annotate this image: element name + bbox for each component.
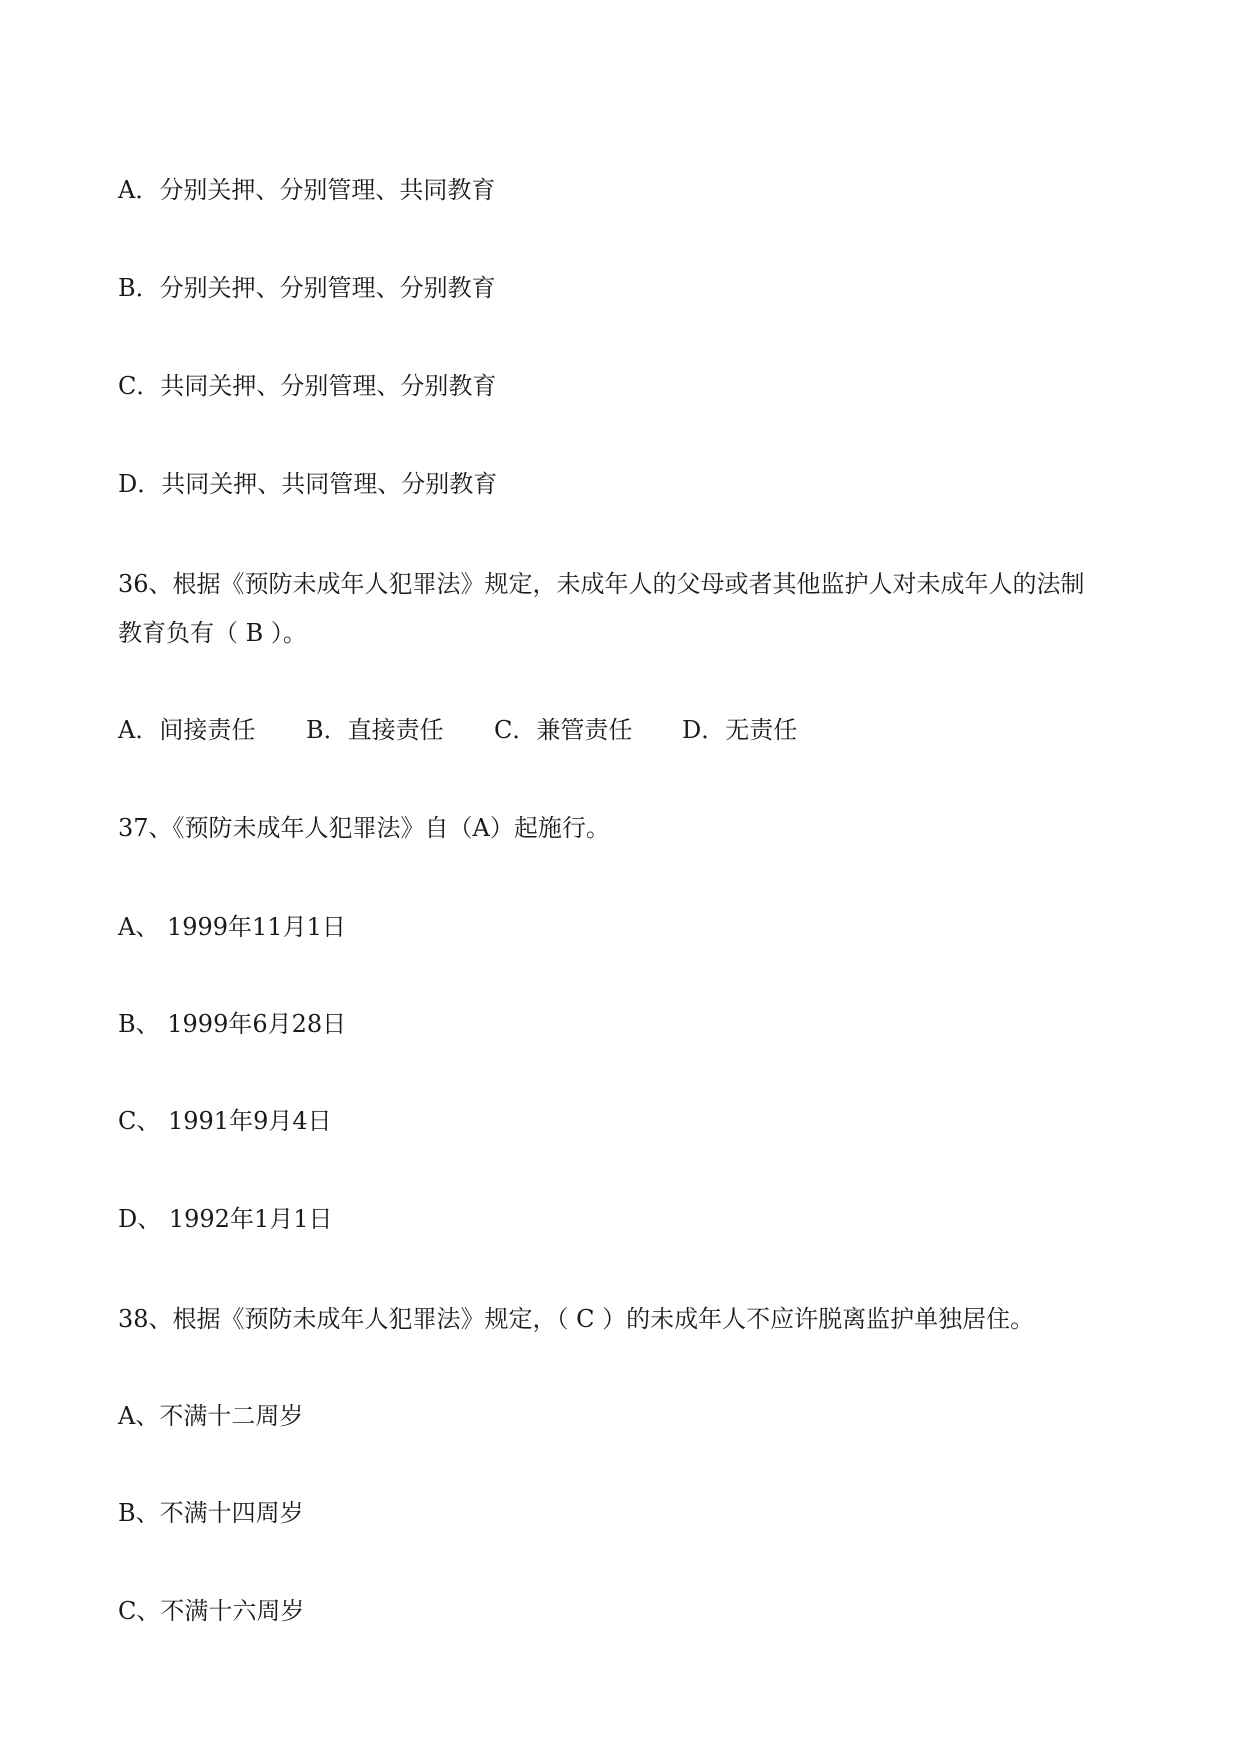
q38-option-a: A、不满十二周岁 bbox=[118, 1402, 304, 1430]
q37-option-c: C、 1991年9月4日 bbox=[118, 1107, 332, 1135]
q36-options-row bbox=[118, 714, 1118, 746]
q36-option-c: C．兼管责任 bbox=[494, 716, 633, 744]
q38-option-b: B、不满十四周岁 bbox=[118, 1499, 304, 1527]
q38-question: 38、根据《预防未成年人犯罪法》规定，（ C ）的未成年人不应许脱离监护单独居住。 bbox=[118, 1305, 1035, 1333]
q37-option-b: B、 1999年6月28日 bbox=[118, 1010, 347, 1038]
q36-option-a: A．间接责任 bbox=[118, 716, 256, 744]
q36-option-b: B．直接责任 bbox=[306, 716, 444, 744]
q35-option-c: C．共同关押、分别管理、分别教育 bbox=[118, 372, 497, 400]
q36-question-line1: 36、根据《预防未成年人犯罪法》规定，未成年人的父母或者其他监护人对未成年人的法制 bbox=[118, 570, 1085, 598]
q35-option-b: B．分别关押、分别管理、分别教育 bbox=[118, 274, 496, 302]
q36-option-d: D．无责任 bbox=[682, 716, 798, 744]
q36-question-line2: 教育负有（ B ）。 bbox=[118, 619, 307, 647]
q35-option-a: A．分别关押、分别管理、共同教育 bbox=[118, 176, 496, 204]
q37-option-a: A、 1999年11月1日 bbox=[118, 913, 346, 941]
q35-option-d: D．共同关押、共同管理、分别教育 bbox=[118, 470, 498, 498]
q38-option-c: C、不满十六周岁 bbox=[118, 1597, 305, 1625]
q37-option-d: D、 1992年1月1日 bbox=[118, 1205, 333, 1233]
q37-question: 37、《预防未成年人犯罪法》自（A）起施行。 bbox=[118, 814, 610, 842]
